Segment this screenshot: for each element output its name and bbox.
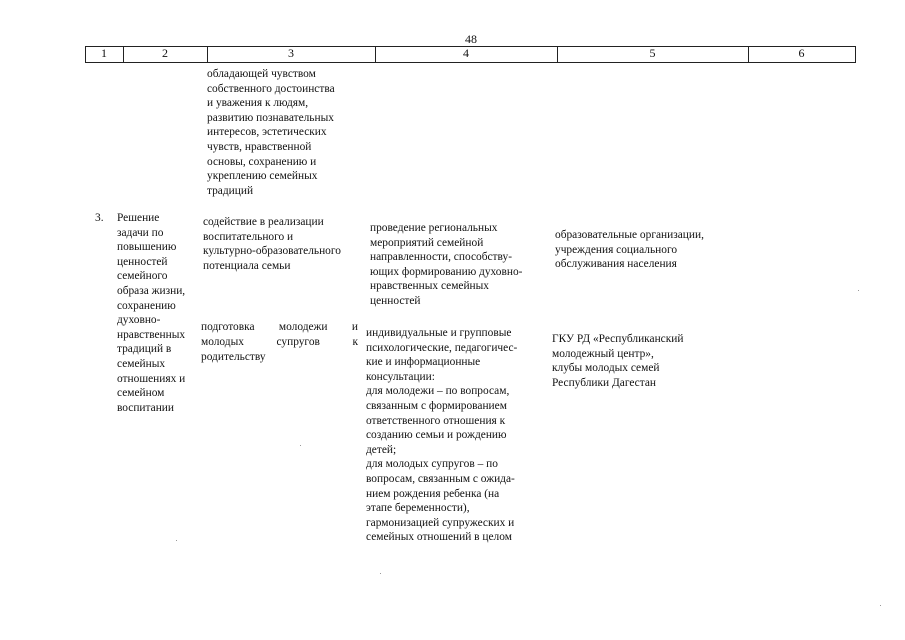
scan-speck — [176, 540, 177, 541]
header-col-5: 5 — [649, 46, 656, 60]
measure-1-col4: проведение региональных мероприятий семейной направленности, способству- ющих формированию духовно- нравственных семейных ценностей — [370, 222, 523, 307]
measure-1-col5: образовательные организации, учреждения социального обслуживания населения — [555, 229, 704, 271]
measure-1-col3: содействие в реализации воспитательного и культурно-образовательного потенциала семьи — [203, 216, 341, 272]
header-col-4: 4 — [463, 46, 469, 60]
word: и — [351, 321, 358, 333]
measure-2-col5: ГКУ РД «Республиканский молодежный центр», клубы молодых семей Республики Дагестан — [552, 333, 684, 389]
header-col-1: 1 — [101, 46, 107, 60]
row-number: 3. — [95, 212, 104, 224]
word: молодежи — [278, 321, 328, 333]
carryover-col3-text: обладающей чувством собственного достоинства и уважения к людям, развитию познавательных интересов, эстетических чувств, нравственной основы, сохранению и укреплению семейных традиций — [207, 68, 335, 197]
word: супругов — [276, 336, 320, 348]
header-bottom-rule — [85, 62, 855, 63]
scan-speck — [380, 573, 381, 574]
scan-speck — [300, 445, 301, 446]
scan-speck — [858, 290, 859, 291]
header-col-6: 6 — [798, 46, 805, 60]
page-number: 48 — [465, 32, 477, 46]
word: к — [352, 336, 358, 348]
measure-2-col4: индивидуальные и групповые психологические, педагогичес- кие и информационные консультации: для молодежи – по вопросам, связанным с формированием ответственного отношения к созданию семьи и рождению детей; для молодых супругов – по вопросам, связанным с ожида- нием рождения ребенка (на этапе беременности), гармонизацией супружеских и семейных отношений в целом — [366, 327, 518, 544]
scan-speck — [880, 605, 881, 606]
measure-2-col3-line2 — [201, 335, 358, 350]
header-divider — [855, 46, 856, 63]
header-col-3: 3 — [288, 46, 294, 60]
word: подготовка — [201, 321, 255, 333]
measure-2-col3-line1 — [201, 320, 358, 335]
measure-2-col3-line3: родительству — [201, 351, 266, 363]
task-text: Решение задачи по повышению ценностей семейного образа жизни, сохранению духовно- нравственных традиций в семейных отношениях и семейном воспитании — [117, 212, 186, 414]
header-col-2: 2 — [162, 46, 168, 60]
word: молодых — [201, 336, 244, 348]
